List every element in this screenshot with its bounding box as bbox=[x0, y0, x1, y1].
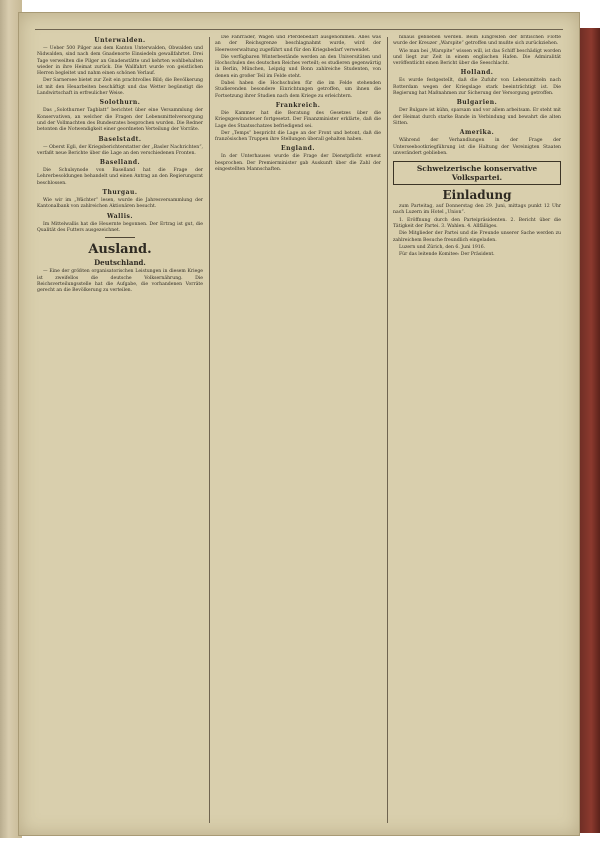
paragraph: Die Kammer hat die Beratung des Gesetzes über die Kriegsgewinnsteuer fortgesetzt. Der Finanzminister erklärte, daß die Lage des Staatsschatzes befriedigend sei. bbox=[215, 110, 381, 129]
country-heading: England. bbox=[281, 145, 315, 153]
section-heading: Wallis. bbox=[107, 212, 133, 220]
paragraph: 1. Eröffnung durch den Parteipräsidenten. 2. Bericht über die Tätigkeit der Partei. 3. Wahlen. 4. Allfälliges. bbox=[393, 217, 561, 230]
paragraph: zum Parteitag, auf Donnerstag den 29. Juni, mittags punkt 12 Uhr nach Luzern im Hotel „Union“. bbox=[393, 204, 561, 216]
column-rule bbox=[387, 37, 388, 823]
paragraph: — Oberst Egli, der Kriegsberichterstatter der „Basler Nachrichten“, verfaßt neue Berichte über die Lage an den verschiedenen Fronten. bbox=[37, 144, 203, 156]
country-heading: Amerika. bbox=[459, 129, 495, 137]
paragraph: Für das leitende Komitee: Der Präsident. bbox=[399, 252, 495, 258]
paragraph: Der Bulgare ist kühn, sparsam und vor allem arbeitsam. Er steht mit der Heimat durch starke Bande in Verbindung und bewahrt die alten Sitten. bbox=[393, 108, 561, 126]
section-title-ausland: Ausland. bbox=[88, 242, 152, 258]
paragraph: — Eine der größten organisatorischen Leistungen in diesem Kriege ist zweifellos die deutsche Volksernährung. Die Reichsverteilungsstelle hat die Aufgabe, die vorhandenen Vorräte gerecht an die Bevölkerung zu verteilen. bbox=[37, 269, 203, 294]
paragraph: Der Sarnersee bietet zur Zeit ein prachtvolles Bild; die Bevölkerung ist mit den Heuarbeiten beschäftigt und das Wetter begünstigt die Landwirtschaft in erfreulicher Weise. bbox=[37, 78, 203, 97]
paragraph: — Ueber 500 Pilger aus dem Kanton Unterwalden, Obwalden und Nidwalden, sind nach dem Gnadenorte Einsiedeln gewallfahrtet. Drei Tage verweilten die Pilger an Gnadenstätte und kehrten wohlbehalten wieder in ihre Heimat zurück. Die Wallfahrt wurde von geistlichen Herren begleitet und nahm einen schönen Verlauf. bbox=[37, 46, 203, 77]
paragraph: hinaus geblieben werden. Beim Eingreifen der britischen Flotte wurde der Kreuzer „Warspite“ getroffen und mußte sich zurückziehen. bbox=[393, 35, 561, 47]
paragraph: Wie wir im „Wächter“ lesen, wurde die Jahresversammlung der Kantonalbank von zahlreichen Aktionären besucht. bbox=[37, 198, 203, 210]
paragraph: Das „Solothurner Tagblatt“ berichtet über eine Versammlung der Konservativen, an welcher die Fragen der Lebensmittelversorgung und der Vollmachten des Bundesrates besprochen wurden. Die Redner betonten die Notwendigkeit einer geordneten Verteilung der Vorräte. bbox=[37, 108, 203, 133]
paragraph: Wie man bei „Warspite“ wissen will, ist das Schiff beschädigt worden und liegt zur Zeit in einem englischen Hafen. Die Admiralität veröffentlicht einen Bericht über die Seeschlacht. bbox=[393, 48, 561, 67]
paragraph: Die Schulsynode von Baselland hat die Frage der Lehrerbesoldungen behandelt und einen Antrag an den Regierungsrat beschlossen. bbox=[37, 168, 203, 186]
paragraph: Im Mittelwallis hat die Heuernte begonnen. Der Ertrag ist gut, die Qualität des Futters ausgezeichnet. bbox=[37, 221, 203, 233]
country-heading: Bulgarien. bbox=[456, 99, 498, 107]
paragraph: Während der Verhandlungen in der Frage der Unterseebootkriegführung ist die Haltung der Vereinigten Staaten unverändert geblieben. bbox=[393, 138, 561, 156]
paragraph: In der Unterhauses wurde die Frage der Dienstpflicht erneut besprochen. Der Premierminister gab Auskunft über die Zahl der eingestellten Mannschaften. bbox=[215, 154, 381, 173]
separator bbox=[105, 237, 135, 238]
column-2 bbox=[215, 35, 381, 825]
paragraph: Die verfügbaren Winterbestände werden an den Universitäten und Hochschulen des deutschen Reiches verteilt; es studieren gegenwärtig in Berlin, München, Leipzig und Bonn zahlreiche Studenten, von denen ein großer Teil im Felde steht. bbox=[215, 54, 381, 79]
section-heading: Solothurn. bbox=[99, 99, 141, 107]
paragraph: Luzern und Zürich, den 6. Juni 1916. bbox=[399, 244, 486, 250]
country-heading: Frankreich. bbox=[275, 101, 321, 109]
paragraph: Der „Temps“ bespricht die Lage an der Front und betont, daß die französischen Truppen ihre Stellungen überall gehalten haben. bbox=[215, 130, 381, 143]
top-rule bbox=[35, 29, 563, 30]
book-spine bbox=[578, 28, 600, 833]
country-heading: Holland. bbox=[460, 69, 494, 77]
paragraph: Dabei haben die Hochschulen für die im Felde stehenden Studierenden besondere Einrichtungen getroffen, um ihnen die Fortsetzung ihrer Studien nach dem Kriege zu erleichtern. bbox=[215, 81, 381, 99]
column-rule bbox=[209, 37, 210, 823]
section-heading: Baselland. bbox=[99, 159, 141, 167]
paragraph: Es wurde festgestellt, daß die Zufuhr von Lebensmitteln nach Rotterdam wegen der Kriegslage stark beeinträchtigt ist. Die Regierung hat Maßnahmen zur Sicherung der Versorgung getroffen. bbox=[393, 78, 561, 97]
invitation-heading: Einladung bbox=[442, 188, 512, 203]
section-heading: Thurgau. bbox=[102, 189, 138, 197]
paragraph: Die Fahrräder, Wagen und Pferdebedarf ausgenommen. Alles was an der Reichsgrenze beschlagnahmt wurde, wird der Heeresverwaltung zugeführt und für den Kriegsbedarf verwendet. bbox=[215, 35, 381, 53]
column-3 bbox=[393, 35, 561, 825]
newspaper-page bbox=[18, 12, 580, 836]
paragraph: Die Mitglieder der Partei und die Freunde unserer Sache werden zu zahlreichem Besuche freundlich eingeladen. bbox=[393, 231, 561, 243]
section-heading: Unterwalden. bbox=[94, 37, 146, 44]
country-heading: Deutschland. bbox=[94, 258, 146, 268]
party-banner: Schweizerische konservative Volkspartei. bbox=[393, 161, 561, 185]
column-1 bbox=[37, 35, 203, 825]
section-heading: Baselstadt. bbox=[98, 135, 142, 143]
